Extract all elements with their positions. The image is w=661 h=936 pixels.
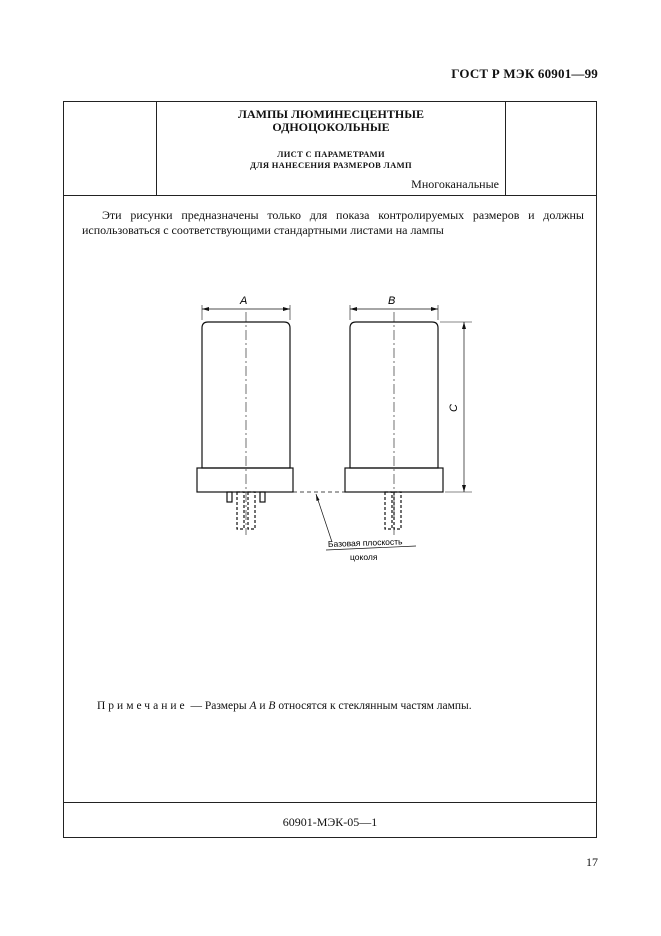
lamp-drawing bbox=[180, 290, 480, 570]
page-number: 17 bbox=[586, 855, 598, 869]
base-plane-label-line2: цоколя bbox=[350, 552, 378, 562]
note-var-b: B bbox=[268, 700, 276, 712]
header-right-cell bbox=[505, 102, 597, 195]
lamp-front-view bbox=[197, 305, 293, 535]
dim-c-label: C bbox=[448, 404, 460, 412]
sheet-subtitle-line1: ЛИСТ С ПАРАМЕТРАМИ bbox=[277, 149, 385, 159]
sheet-title-line1: ЛАМПЫ ЛЮМИНЕСЦЕНТНЫЕ bbox=[238, 107, 424, 121]
sheet-subtitle bbox=[157, 149, 505, 171]
sheet-title bbox=[157, 108, 505, 134]
dim-a-label: A bbox=[240, 295, 248, 307]
sheet-title-line2: ОДНОЦОКОЛЬНЫЕ bbox=[272, 120, 390, 134]
intro-paragraph: Эти рисунки предназначены только для показа контролируемых размеров и должны использоваться с соответствующими стандартными листами на лампы bbox=[82, 208, 584, 237]
note-prefix: Примечание bbox=[97, 700, 188, 712]
lamp-side-view bbox=[345, 305, 472, 535]
note-dash: — Размеры bbox=[187, 700, 250, 712]
sheet-id: 60901-МЭК-05—1 bbox=[282, 815, 378, 829]
standard-code: ГОСТ Р МЭК 60901—99 bbox=[451, 66, 598, 81]
dim-b-label: B bbox=[388, 295, 396, 307]
base-plane-label-line1: Базовая плоскость bbox=[327, 536, 403, 549]
note-var-a: A bbox=[249, 700, 257, 712]
note-conj: и bbox=[256, 700, 269, 712]
sheet-subtitle-line2: ДЛЯ НАНЕСЕНИЯ РАЗМЕРОВ ЛАМП bbox=[250, 160, 412, 170]
header-left-cell bbox=[64, 102, 157, 195]
sheet-header bbox=[64, 102, 596, 196]
note-paragraph bbox=[97, 700, 472, 712]
sheet-footer bbox=[64, 802, 596, 838]
note-rest: относятся к стеклянным частям лампы. bbox=[275, 700, 472, 712]
lamp-variant: Многоканальные bbox=[411, 177, 499, 191]
